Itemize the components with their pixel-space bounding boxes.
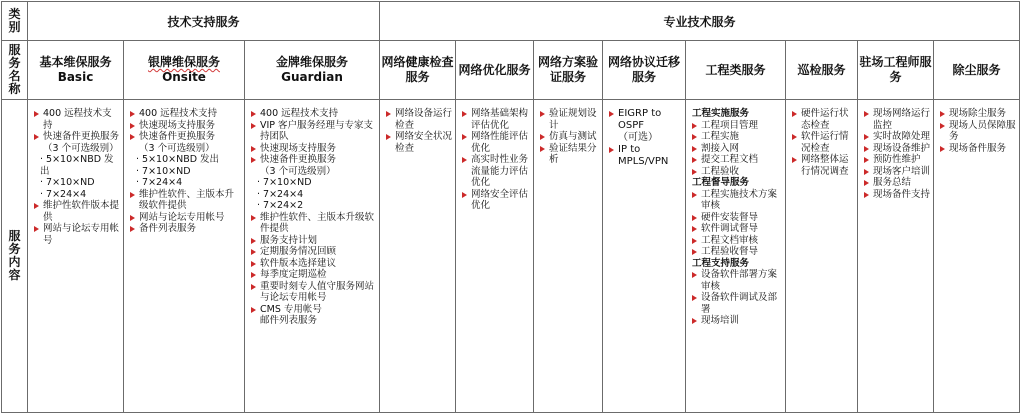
service-header xyxy=(456,41,534,100)
service-item-list xyxy=(380,100,455,154)
service-name: 金牌维保服务 xyxy=(276,55,349,69)
service-item: 维护性软件、主版本升级软件提供 xyxy=(128,189,241,212)
service-item: 仿真与测试 xyxy=(538,131,599,143)
service-name: 除尘服务 xyxy=(952,62,1001,77)
service-item: 设备软件调试及部署 xyxy=(690,292,782,315)
service-name: 基本维保服务 xyxy=(39,55,112,69)
service-item: （3 个可选级别） xyxy=(260,165,336,177)
service-item-heading: 工程督导服务 xyxy=(692,177,750,188)
service-item-list xyxy=(245,100,379,327)
service-name: 网络协议迁移服务 xyxy=(608,55,681,84)
service-content-label xyxy=(2,100,28,413)
service-item: （可选） xyxy=(618,132,659,143)
service-subtitle: Basic xyxy=(57,70,94,84)
service-item: 高实时性业务流量能力评估优化 xyxy=(460,154,530,189)
service-item: 现场客户培训 xyxy=(862,166,930,178)
service-item: 快速备件更换服务 xyxy=(128,131,241,143)
service-header xyxy=(603,41,686,100)
service-item: · 7×10×ND xyxy=(40,177,95,188)
service-item: 服务总结 xyxy=(862,177,930,189)
service-item: 服务支持计划 xyxy=(249,235,376,247)
service-content xyxy=(786,100,858,413)
service-item: 400 远程技术支持 xyxy=(128,108,241,120)
service-item: 实时故障处理 xyxy=(862,131,930,143)
service-item: 工程文档审核 xyxy=(690,235,782,247)
service-item: 工程验收 xyxy=(690,166,782,178)
service-item: 网络基础架构评估优化 xyxy=(460,108,530,131)
service-item: · 7×24×4 xyxy=(136,177,183,188)
service-item: · 7×10×ND xyxy=(136,165,191,177)
service-item-heading: 工程实施服务 xyxy=(692,108,750,119)
service-content xyxy=(534,100,603,413)
service-item: CMS 专用帐号 邮件列表服务 xyxy=(249,304,376,327)
service-content xyxy=(245,100,380,413)
service-item: 现场培训 xyxy=(690,315,782,327)
service-item: 现场备件支持 xyxy=(862,189,930,201)
service-item-list xyxy=(603,100,685,168)
service-item: 现场除尘服务 xyxy=(938,108,1016,120)
service-item: 硬件运行状态检查 xyxy=(790,108,854,131)
category-label-text: 类 别 xyxy=(8,7,21,34)
service-name: 巡检服务 xyxy=(797,62,846,77)
service-item: 工程实施 xyxy=(690,131,782,143)
service-item: 现场网络运行监控 xyxy=(862,108,930,131)
service-item: 提交工程文档 xyxy=(690,154,782,166)
service-name: 工程类服务 xyxy=(705,62,766,77)
service-item: VIP 客户服务经理与专家支持团队 xyxy=(249,120,376,143)
service-content xyxy=(28,100,124,413)
service-item: 快速备件更换服务 xyxy=(249,154,376,166)
service-content xyxy=(603,100,686,413)
service-item: 定期服务情况回顾 xyxy=(249,246,376,258)
service-item: 现场设备维护 xyxy=(862,143,930,155)
service-content xyxy=(456,100,534,413)
service-item: 快速现场支持服务 xyxy=(128,120,241,132)
service-header xyxy=(380,41,456,100)
service-header xyxy=(245,41,380,100)
service-name: 网络优化服务 xyxy=(458,62,531,77)
service-item-list xyxy=(858,100,933,200)
service-header xyxy=(124,41,245,100)
service-content xyxy=(858,100,934,413)
service-name-label-text: 服 务 名 称 xyxy=(8,43,21,96)
service-item: 现场人员保障服务 xyxy=(938,120,1016,143)
service-item: 网络性能评估优化 xyxy=(460,131,530,154)
service-item: · 7×24×2 xyxy=(257,200,304,211)
service-name: 银牌维保服务 xyxy=(147,55,220,69)
service-item: 维护性软件、主版本升级软件提供 xyxy=(249,212,376,235)
service-item: · 7×24×4 xyxy=(40,188,87,200)
service-header xyxy=(786,41,858,100)
service-item: （3 个可选级别） xyxy=(139,142,215,154)
service-item: 备件列表服务 xyxy=(128,223,241,235)
service-item: 设备软件部署方案审核 xyxy=(690,269,782,292)
group-tech-support: 技术支持服务 xyxy=(28,2,380,41)
service-content xyxy=(380,100,456,413)
service-item: 工程项目管理 xyxy=(690,120,782,132)
service-item: 工程实施技术方案审核 xyxy=(690,189,782,212)
service-item-list xyxy=(456,100,533,212)
service-item-heading: 工程支持服务 xyxy=(692,257,750,269)
service-item: EIGRP to OSPF xyxy=(607,108,682,132)
service-item: · 7×24×4 xyxy=(257,188,304,200)
service-content xyxy=(934,100,1020,413)
service-item: 验证规划设计 xyxy=(538,108,599,131)
service-item-list xyxy=(786,100,857,177)
service-item: 验证结果分析 xyxy=(538,143,599,166)
service-item-list xyxy=(28,100,123,246)
service-item: · 7×10×ND xyxy=(257,177,312,188)
service-item: 400 远程技术支持 xyxy=(32,108,120,131)
service-header xyxy=(534,41,603,100)
service-item: （3 个可选级别） xyxy=(43,142,119,154)
service-item: 软件运行情况检查 xyxy=(790,131,854,154)
service-item: 每季度定期巡检 xyxy=(249,269,376,281)
service-name: 网络方案验证服务 xyxy=(538,55,599,84)
service-subtitle: Onsite xyxy=(162,70,206,84)
service-item: · 5×10×NBD 发出 xyxy=(136,154,220,165)
service-item: 重要时刻专人值守服务网站与论坛专用帐号 xyxy=(249,281,376,304)
service-header xyxy=(858,41,934,100)
service-item: 快速备件更换服务 xyxy=(32,131,120,143)
category-label xyxy=(2,2,28,41)
service-item: 硬件安装督导 xyxy=(690,212,782,224)
service-item: 网络安全状况检查 xyxy=(384,131,452,154)
service-subtitle: Guardian xyxy=(281,70,343,84)
service-item: 预防性维护 xyxy=(862,154,930,166)
service-content xyxy=(124,100,245,413)
service-item: 网络整体运行情况调查 xyxy=(790,154,854,177)
service-matrix-table xyxy=(1,1,1020,413)
service-item: 快速现场支持服务 xyxy=(249,143,376,155)
service-item: 400 远程技术支持 xyxy=(249,108,376,120)
service-item: 网站与论坛专用帐号 xyxy=(128,212,241,224)
group-professional: 专业技术服务 xyxy=(380,2,1020,41)
service-header xyxy=(686,41,786,100)
service-item: 网站与论坛专用帐号 xyxy=(32,223,120,246)
service-item: 割接入网 xyxy=(690,143,782,155)
service-item: 现场备件服务 xyxy=(938,143,1016,155)
service-content xyxy=(686,100,786,413)
service-name-label xyxy=(2,41,28,100)
service-item-list xyxy=(686,100,785,327)
service-item: 软件版本选择建议 xyxy=(249,258,376,270)
service-header xyxy=(28,41,124,100)
service-item-list xyxy=(124,100,244,235)
service-item: · 5×10×NBD 发出 xyxy=(40,154,114,177)
service-header xyxy=(934,41,1020,100)
service-content-label-text: 服 务 内 容 xyxy=(8,229,21,282)
service-name: 驻场工程师服务 xyxy=(859,55,932,84)
service-item-list xyxy=(934,100,1019,154)
service-item: 网络安全评估优化 xyxy=(460,189,530,212)
service-item: 工程验收督导 xyxy=(690,246,782,258)
service-item-list xyxy=(534,100,602,166)
service-name: 网络健康检查服务 xyxy=(381,55,454,84)
service-item: 网络设备运行检查 xyxy=(384,108,452,131)
service-item: 软件调试督导 xyxy=(690,223,782,235)
service-item: IP to MPLS/VPN xyxy=(607,144,682,168)
service-item: 维护性软件版本提供 xyxy=(32,200,120,223)
